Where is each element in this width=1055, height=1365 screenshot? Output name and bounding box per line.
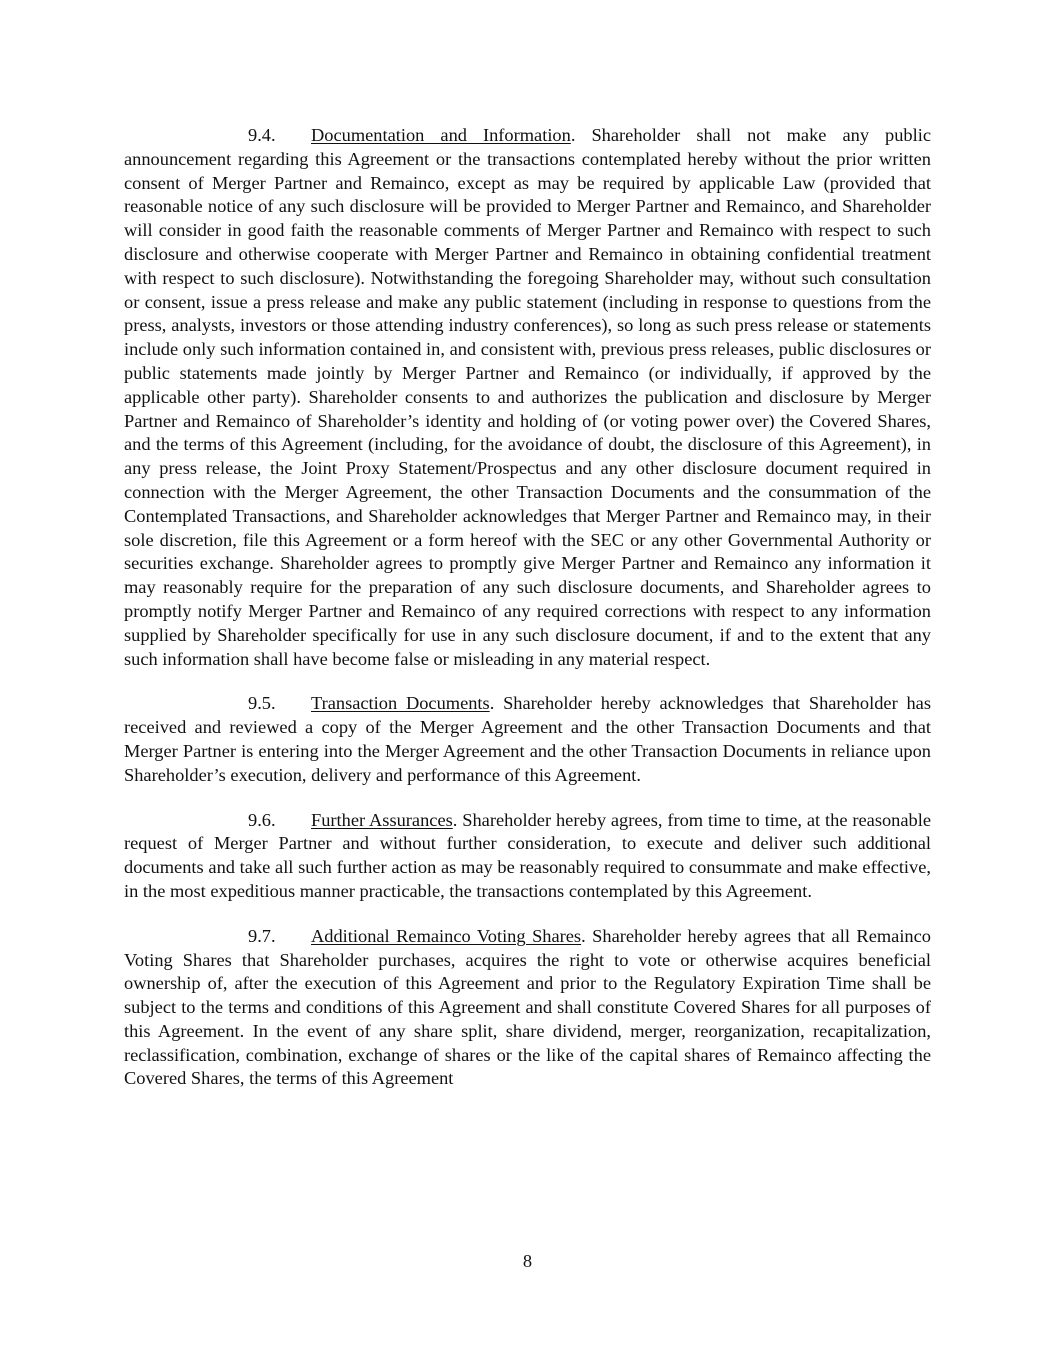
section-heading: Additional Remainco Voting Shares <box>311 925 582 946</box>
section-body: . Shareholder shall not make any public announcement regarding this Agreement or the transactions contemplated hereby without the prior written consent of Merger Partner and Remainco, except as may be required by applicable Law (provided that reasonable notice of any such disclosure will be provided to Merger Partner and Remainco, and Shareholder will consider in good faith the reasonable comments of Merger Partner and Remainco with respect to such disclosure and otherwise cooperate with Merger Partner and Remainco in obtaining confidential treatment with respect to such disclosure). Notwithstanding the foregoing Shareholder may, without such consultation or consent, issue a press release and make any public statement (including in response to questions from the press, analysts, investors or those attending industry conferences), so long as such press release or statements include only such information contained in, and consistent with, previous press releases, public disclosures or public statements made jointly by Merger Partner and Remainco (or individually, if approved by the applicable other party). Shareholder consents to and authorizes the publication and disclosure by Merger Partner and Remainco of Shareholder’s identity and holding of (or voting power over) the Covered Shares, and the terms of this Agreement (including, for the avoidance of doubt, the disclosure of this Agreement), in any press release, the Joint Proxy Statement/Prospectus and any other disclosure document required in connection with the Merger Agreement, the other Transaction Documents and the consummation of the Contemplated Transactions, and Shareholder acknowledges that Merger Partner and Remainco may, in their sole discretion, file this Agreement or a form hereof with the SEC or any other Governmental Authority or securities exchange. Shareholder agrees to promptly give Merger Partner and Remainco any information it may reasonably require for the preparation of any such disclosure documents, and Shareholder agrees to promptly notify Merger Partner and Remainco of any required corrections with respect to any information supplied by Shareholder specifically for use in any such disclosure document, if and to the extent that any such information shall have become false or misleading in any material respect. <box>124 125 932 669</box>
section-body: . Shareholder hereby agrees that all Remainco Voting Shares that Shareholder purchases, acquires the right to vote or otherwise acquires beneficial ownership of, after the execution of this Agreement and prior to the Regulatory Expiration Time shall be subject to the terms and conditions of this Agreement and shall constitute Covered Shares for all purposes of this Agreement. In the event of any share split, share dividend, merger, reorganization, recapitalization, reclassification, combination, exchange of shares or the like of the capital shares of Remainco affecting the Covered Shares, the terms of this Agreement <box>124 925 931 1089</box>
document-page <box>124 124 931 1091</box>
section-heading: Transaction Documents <box>311 693 490 714</box>
section-9-7 <box>124 925 931 1092</box>
section-number: 9.7. <box>248 925 276 946</box>
section-heading: Documentation and Information <box>311 125 571 145</box>
section-heading: Further Assurances <box>311 809 453 830</box>
section-body: . Shareholder hereby agrees, from time to time, at the reasonable request of Merger Partner and without further consideration, to execute and deliver such additional documents and take all such further action as may be reasonably required to consummate and make effective, in the most expeditious manner practicable, the transactions contemplated by this Agreement. <box>124 809 931 901</box>
section-9-6 <box>124 809 931 904</box>
page-number: 8 <box>522 1251 533 1271</box>
section-number: 9.6. <box>248 809 276 830</box>
section-9-5 <box>124 692 931 787</box>
section-number: 9.4. <box>248 125 276 145</box>
section-9-4 <box>124 124 931 671</box>
section-body: . Shareholder hereby acknowledges that Shareholder has received and reviewed a copy of the Merger Agreement and the other Transaction Documents and that Merger Partner is entering into the Merger Agreement and the other Transaction Documents in reliance upon Shareholder’s execution, delivery and performance of this Agreement. <box>124 693 931 785</box>
section-number: 9.5. <box>248 693 276 714</box>
